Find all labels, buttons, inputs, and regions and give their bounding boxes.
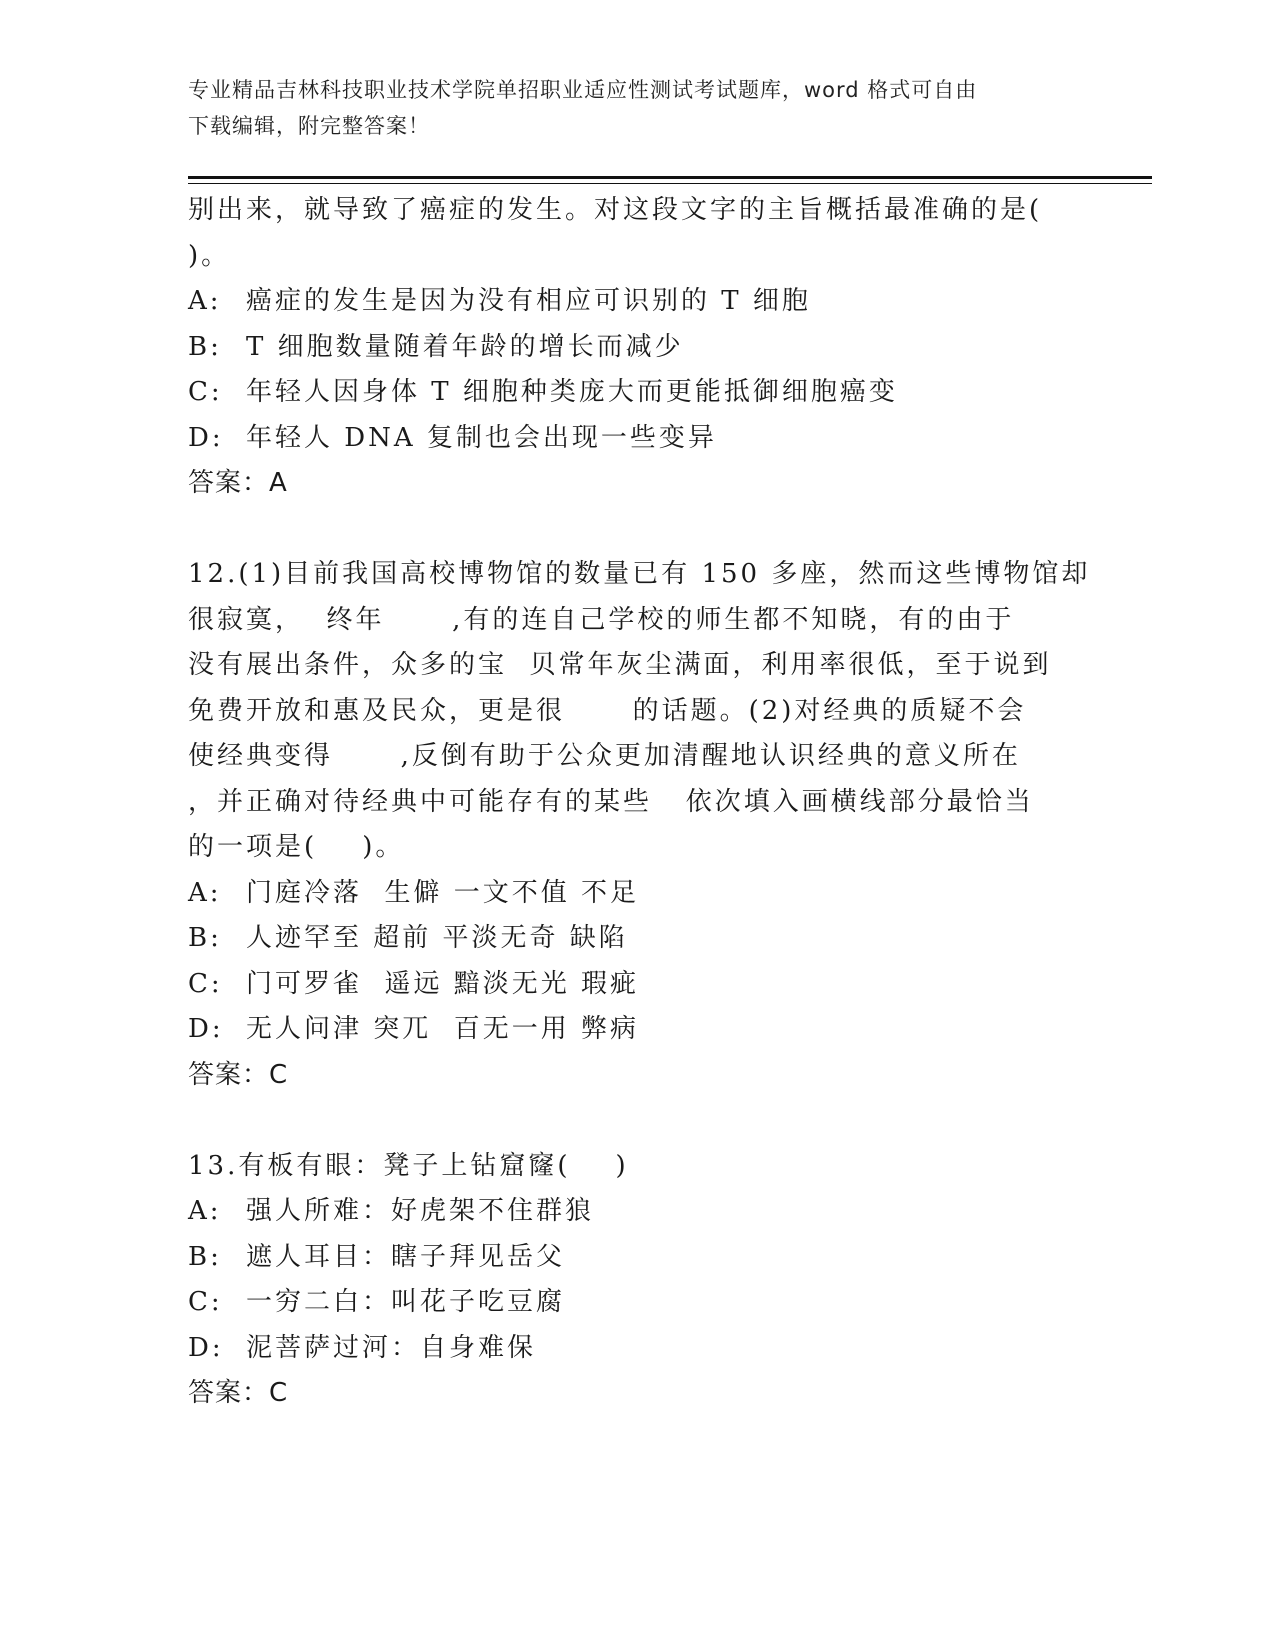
option-c xyxy=(188,370,1068,416)
answer-line: 答案：A xyxy=(188,468,288,498)
question-text-line: ，并正确对待经典中可能存有的某些 依次填入画横线部分最恰当 xyxy=(188,786,1034,817)
header-rule-thin xyxy=(188,183,1152,184)
option-text: 遮人耳目：瞎子拜见岳父 xyxy=(246,1241,566,1272)
option-text: 人迹罕至 超前 平淡无奇 缺陷 xyxy=(246,923,628,953)
option-key: C: xyxy=(188,1287,223,1317)
option-text: T 细胞数量随着年龄的增长而减少 xyxy=(246,331,684,362)
option-d xyxy=(188,416,1068,462)
option-key: C: xyxy=(188,968,223,999)
option-text: 年轻人因身体 T 细胞种类庞大而更能抵御细胞癌变 xyxy=(246,377,898,407)
option-key: D: xyxy=(188,1332,224,1363)
option-key: C: xyxy=(188,377,223,407)
answer-line: 答案：C xyxy=(188,1059,289,1090)
question-text-line: )。 xyxy=(188,240,231,271)
option-text: 强人所难：好虎架不住群狼 xyxy=(246,1196,595,1226)
option-text: 癌症的发生是因为没有相应可识别的 T 细胞 xyxy=(246,286,811,316)
question-text-line: 13.有板有眼：凳子上钻窟窿( ) xyxy=(188,1150,629,1181)
spacer xyxy=(188,507,1068,553)
option-text: 一穷二白：叫花子吃豆腐 xyxy=(246,1287,566,1317)
option-key: B: xyxy=(188,923,222,953)
option-key: D: xyxy=(188,422,224,453)
question-text-line: 免费开放和惠及民众，更是很 的话题。(2)对经典的质疑不会 xyxy=(188,695,1027,726)
option-key: A: xyxy=(188,286,222,316)
spacer xyxy=(188,1098,1068,1144)
option-text: 门可罗雀 遥远 黯淡无光 瑕疵 xyxy=(246,968,640,999)
question-text-line: 的一项是( )。 xyxy=(188,832,405,862)
option-c xyxy=(188,1280,1068,1326)
answer-line: 答案：C xyxy=(188,1378,289,1408)
header-line-1: 专业精品吉林科技职业技术学院单招职业适应性测试考试题库，word 格式可自由 xyxy=(188,78,978,102)
option-text: 泥菩萨过河：自身难保 xyxy=(246,1332,537,1363)
option-a xyxy=(188,279,1068,325)
header-line-2: 下载编辑，附完整答案！ xyxy=(188,114,430,138)
option-d xyxy=(188,1326,1068,1372)
option-text: 门庭冷落 生僻 一文不值 不足 xyxy=(246,877,640,908)
option-b xyxy=(188,1235,1068,1281)
option-key: B: xyxy=(188,331,222,362)
question-text-line: 别出来，就导致了癌症的发生。对这段文字的主旨概括最准确的是( xyxy=(188,195,1043,225)
option-key: A: xyxy=(188,1196,222,1226)
option-b xyxy=(188,916,1068,962)
page-header xyxy=(188,72,1088,144)
question-text-line: 很寂寞， 终年 ,有的连自己学校的师生都不知晓，有的由于 xyxy=(188,604,1015,635)
question-13 xyxy=(188,1144,1068,1417)
option-c xyxy=(188,962,1068,1008)
question-text-line: 使经典变得 ,反倒有助于公众更加清醒地认识经典的意义所在 xyxy=(188,741,1021,771)
option-d xyxy=(188,1007,1068,1053)
header-rule-thick xyxy=(188,176,1152,179)
option-a xyxy=(188,871,1068,917)
question-text-line: 没有展出条件，众多的宝 贝常年灰尘满面，利用率很低，至于说到 xyxy=(188,650,1052,680)
question-text-line: 12.(1)目前我国高校博物馆的数量已有 150 多座，然而这些博物馆却 xyxy=(188,559,1091,589)
option-a xyxy=(188,1189,1068,1235)
document-body xyxy=(188,188,1091,1417)
option-b xyxy=(188,325,1068,371)
question-12 xyxy=(188,552,1091,1098)
question-11 xyxy=(188,188,1068,507)
option-key: A: xyxy=(188,877,222,908)
option-key: B: xyxy=(188,1241,222,1272)
option-text: 年轻人 DNA 复制也会出现一些变异 xyxy=(246,422,717,453)
option-key: D: xyxy=(188,1014,224,1044)
option-text: 无人问津 突兀 百无一用 弊病 xyxy=(246,1014,640,1044)
